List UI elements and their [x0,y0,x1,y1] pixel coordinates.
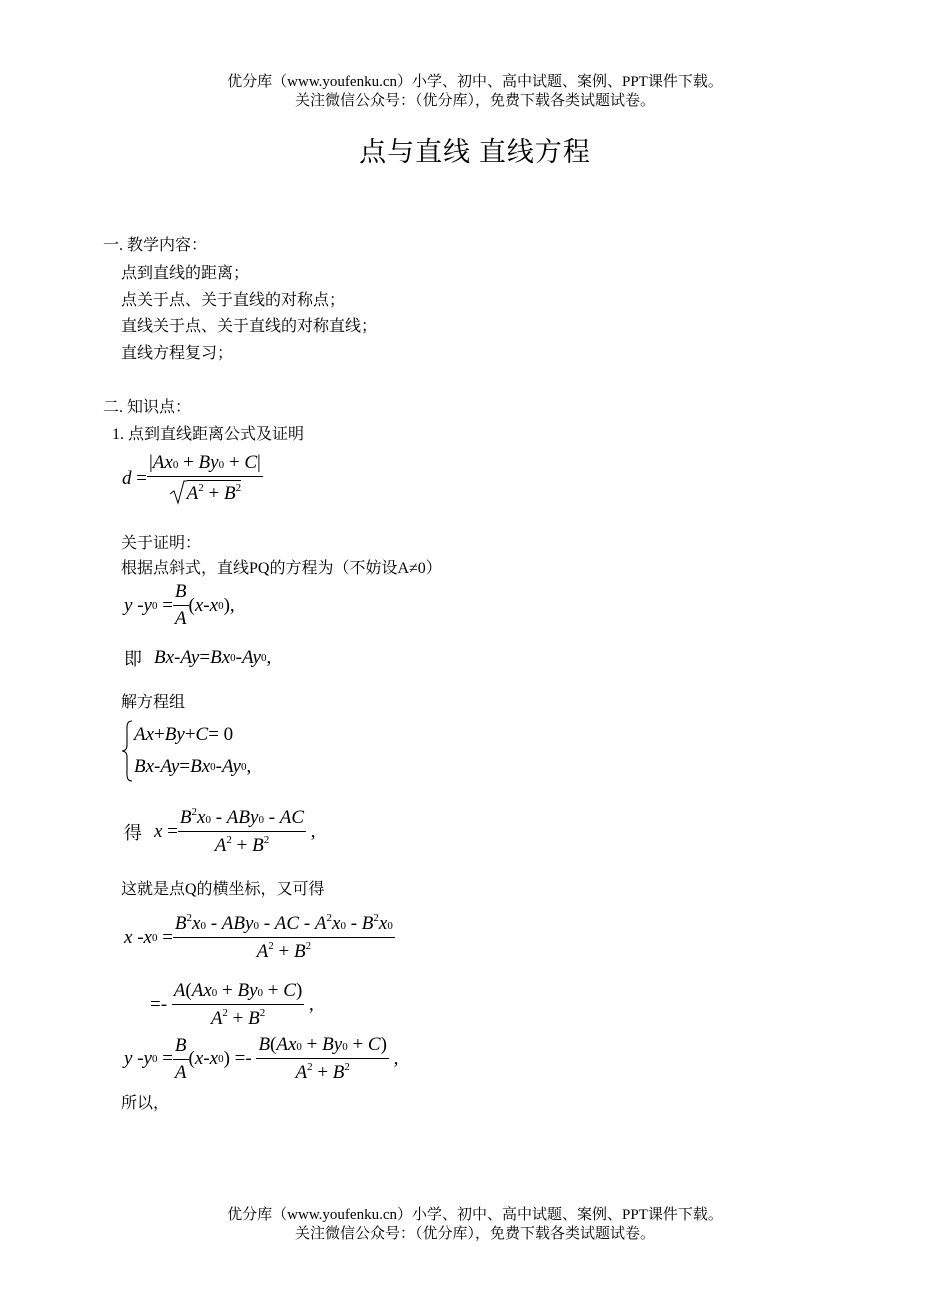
equation-system: Ax + By + C = 0 Bx - Ay = Bx 0 - Ay 0 , [120,719,251,783]
proof-label: 关于证明： [121,535,202,552]
suoyi-text: 所以， [121,1095,170,1112]
sqrt-sign [169,479,187,505]
solution-x: 得 x = $\frac{B^2x0 - ABy0 - AC}{A^2 + B^2}$ , [124,806,316,856]
distance-formula: d = $\frac{|Ax0 + By0 + C|}{A^2 + B^2}$ [122,452,261,504]
subsection-1-title: 1. 点到直线距离公式及证明 [112,426,305,443]
header-line-1: 优分库（www.youfenku.cn）小学、初中、高中试题、案例、PPT课件下载。 [227,74,723,90]
solve-label: 解方程组 [121,694,186,711]
header-line-2: 关注微信公众号：（优分库），免费下载各类试题试卷。 [294,93,655,109]
section-1-heading: 一. 教学内容： [103,237,208,254]
x-difference-equation: x - x 0 = $\frac{B^2x0 - ABy0 - AC - A^2x0 - B^2x0}{A^2 + B^2}$ [124,912,393,962]
de-label: 得 [124,822,142,843]
list-item: 点到直线的距离； [121,265,250,282]
page-title: 点与直线 直线方程 [359,137,591,167]
y-difference-equation: y - y 0 = $\frac{B}{A}$ ( x - x 0 ) =- $\frac{B(Ax0 + By0 + C)}{A^2 + B^2}$ , [124,1034,399,1083]
footer-line-2: 关注微信公众号：（优分库），免费下载各类试题试卷。 [294,1226,655,1242]
rearranged-equation: 即 Bx - Ay = Bx 0 - Ay 0 , [124,647,272,669]
ji-label: 即 [124,649,142,669]
section-2-heading: 二. 知识点： [103,399,192,416]
q-abscissa-text: 这就是点Q的横坐标，又可得 [121,881,325,898]
x-difference-simplified: =- $\frac{A(Ax0 + By0 + C)}{A^2 + B^2}$ , [150,980,314,1029]
list-item: 点关于点、关于直线的对称点； [121,292,346,309]
line-pq-text: 根据点斜式，直线PQ的方程为（不妨设A≠0） [121,560,442,577]
list-item: 直线方程复习； [121,345,234,362]
footer-line-1: 优分库（www.youfenku.cn）小学、初中、高中试题、案例、PPT课件下载。 [227,1207,723,1223]
list-item: 直线关于点、关于直线的对称直线； [121,318,378,335]
point-slope-equation: y - y 0 = $\frac{B}{A}$ ( x - x 0 ), [124,581,235,629]
left-brace [120,719,134,783]
